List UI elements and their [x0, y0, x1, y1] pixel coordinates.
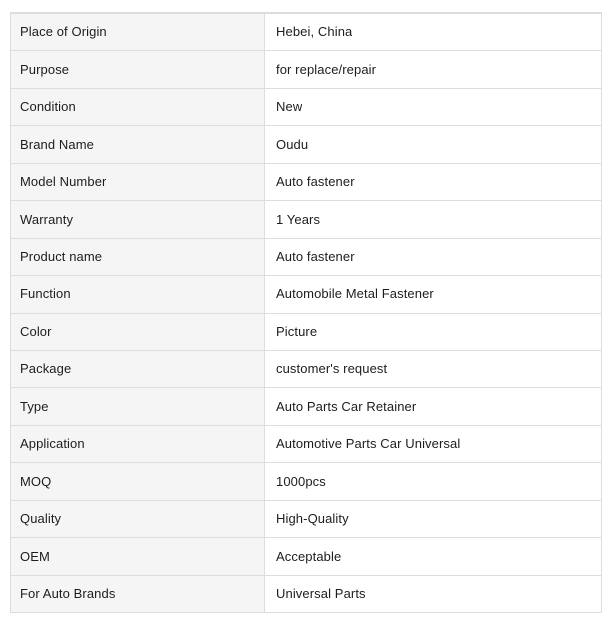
table-row — [11, 125, 601, 162]
spec-value-cell — [265, 239, 601, 275]
spec-label-cell — [11, 314, 265, 350]
spec-label: Function — [20, 286, 71, 302]
spec-value: Picture — [276, 323, 318, 339]
spec-label-cell — [11, 501, 265, 537]
spec-label-cell — [11, 351, 265, 387]
spec-label-cell — [11, 89, 265, 125]
table-row — [11, 163, 601, 200]
table-row — [11, 537, 601, 574]
spec-value-cell — [265, 164, 601, 200]
spec-value: 1 Years — [276, 211, 321, 227]
table-row — [11, 275, 601, 312]
spec-value: Auto Parts Car Retainer — [276, 398, 417, 414]
spec-label: Warranty — [20, 211, 74, 227]
spec-value: Hebei, China — [276, 24, 353, 40]
spec-label: Type — [20, 398, 49, 414]
spec-label: Color — [20, 323, 52, 339]
table-row — [11, 200, 601, 237]
spec-label: Package — [20, 361, 72, 377]
spec-value-cell — [265, 126, 601, 162]
spec-value-cell — [265, 51, 601, 87]
spec-value: Acceptable — [276, 548, 342, 564]
spec-label-cell — [11, 388, 265, 424]
spec-value-cell — [265, 463, 601, 499]
spec-label-cell — [11, 239, 265, 275]
table-row — [11, 88, 601, 125]
spec-label: Purpose — [20, 61, 70, 77]
spec-label: For Auto Brands — [20, 585, 116, 601]
spec-label: Brand Name — [20, 136, 94, 152]
spec-value-cell — [265, 576, 601, 612]
spec-value-cell — [265, 89, 601, 125]
spec-label-cell — [11, 276, 265, 312]
table-row — [11, 13, 601, 50]
table-row — [11, 425, 601, 462]
product-specs-table — [10, 12, 602, 613]
spec-value-cell — [265, 388, 601, 424]
spec-label-cell — [11, 51, 265, 87]
spec-value: for replace/repair — [276, 61, 377, 77]
spec-label-cell — [11, 14, 265, 50]
spec-label-cell — [11, 463, 265, 499]
spec-value: Automobile Metal Fastener — [276, 286, 434, 302]
spec-label-cell — [11, 576, 265, 612]
spec-value: Oudu — [276, 136, 309, 152]
spec-label: Quality — [20, 511, 62, 527]
spec-value-cell — [265, 426, 601, 462]
table-row — [11, 238, 601, 275]
table-row — [11, 387, 601, 424]
table-row — [11, 350, 601, 387]
table-row — [11, 313, 601, 350]
spec-label: Condition — [20, 99, 76, 115]
spec-label: Product name — [20, 249, 103, 265]
spec-value-cell — [265, 14, 601, 50]
spec-label: Place of Origin — [20, 24, 107, 40]
spec-value-cell — [265, 538, 601, 574]
spec-value-cell — [265, 501, 601, 537]
table-row — [11, 50, 601, 87]
spec-value: Automotive Parts Car Universal — [276, 436, 461, 452]
spec-value: Auto fastener — [276, 174, 355, 190]
table-row — [11, 500, 601, 537]
spec-value: customer's request — [276, 361, 388, 377]
spec-label: MOQ — [20, 473, 52, 489]
table-row — [11, 575, 601, 612]
spec-value-cell — [265, 276, 601, 312]
spec-label-cell — [11, 164, 265, 200]
spec-value: Auto fastener — [276, 249, 355, 265]
spec-value: New — [276, 99, 303, 115]
spec-value-cell — [265, 201, 601, 237]
spec-value: Universal Parts — [276, 585, 366, 601]
spec-value-cell — [265, 314, 601, 350]
spec-label-cell — [11, 126, 265, 162]
spec-value: 1000pcs — [276, 473, 326, 489]
spec-label-cell — [11, 426, 265, 462]
spec-label-cell — [11, 201, 265, 237]
spec-label-cell — [11, 538, 265, 574]
spec-value-cell — [265, 351, 601, 387]
spec-label: OEM — [20, 548, 50, 564]
spec-label: Model Number — [20, 174, 107, 190]
table-row — [11, 462, 601, 499]
spec-label: Application — [20, 436, 85, 452]
spec-value: High-Quality — [276, 511, 349, 527]
